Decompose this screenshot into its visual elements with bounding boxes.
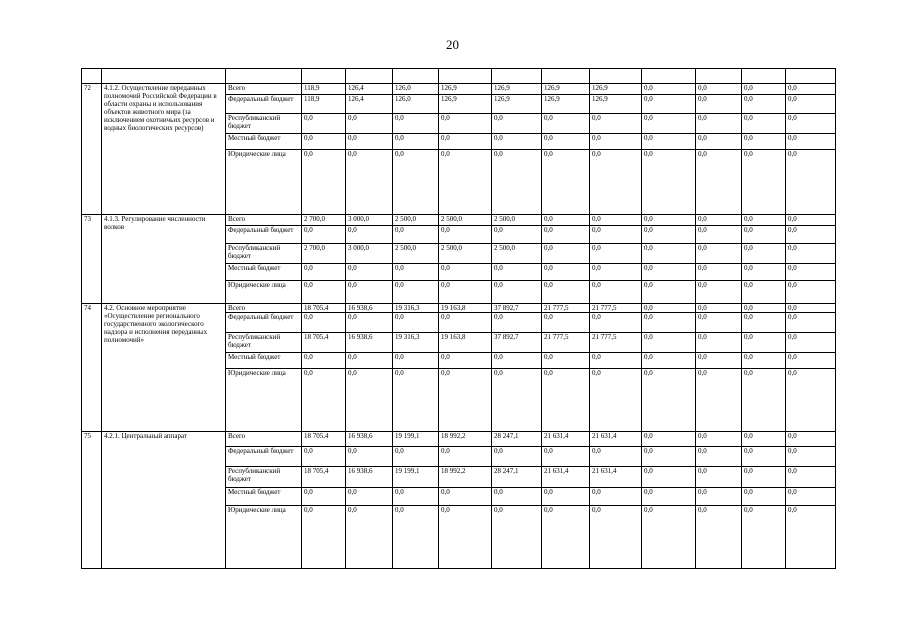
funding-source: Юридические лица bbox=[226, 368, 302, 431]
value-cell: 3 000,0 bbox=[346, 244, 393, 264]
value-cell: 0,0 bbox=[642, 466, 696, 488]
value-cell: 0,0 bbox=[542, 150, 590, 215]
value-cell: 0,0 bbox=[346, 505, 393, 568]
value-cell: 0,0 bbox=[786, 215, 836, 225]
value-cell: 0,0 bbox=[742, 133, 786, 149]
value-cell: 0,0 bbox=[346, 488, 393, 506]
value-cell: 21 777,5 bbox=[542, 332, 590, 353]
funding-source: Юридические лица bbox=[226, 150, 302, 215]
value-cell: 0,0 bbox=[542, 368, 590, 431]
funding-source: Местный бюджет bbox=[226, 488, 302, 506]
value-cell: 0,0 bbox=[492, 263, 542, 281]
value-cell: 0,0 bbox=[439, 353, 492, 368]
value-cell: 0,0 bbox=[542, 263, 590, 281]
value-cell: 0,0 bbox=[439, 447, 492, 467]
budget-table bbox=[81, 68, 836, 569]
value-cell: 0,0 bbox=[542, 244, 590, 264]
value-cell: 16 938,6 bbox=[346, 431, 393, 446]
header-cell bbox=[786, 69, 836, 84]
header-cell bbox=[492, 69, 542, 84]
value-cell: 2 500,0 bbox=[439, 244, 492, 264]
value-cell: 28 247,1 bbox=[492, 431, 542, 446]
value-cell: 0,0 bbox=[492, 114, 542, 134]
value-cell: 126,9 bbox=[492, 84, 542, 94]
funding-source: Юридические лица bbox=[226, 505, 302, 568]
value-cell: 0,0 bbox=[642, 332, 696, 353]
value-cell: 0,0 bbox=[696, 303, 742, 312]
value-cell: 0,0 bbox=[439, 368, 492, 431]
value-cell: 0,0 bbox=[642, 505, 696, 568]
value-cell: 0,0 bbox=[492, 353, 542, 368]
activity-name: 4.2.1. Центральный аппарат bbox=[102, 431, 226, 568]
value-cell: 0,0 bbox=[742, 94, 786, 114]
header-cell bbox=[82, 69, 102, 84]
value-cell: 126,4 bbox=[346, 94, 393, 114]
value-cell: 0,0 bbox=[393, 281, 439, 304]
funding-source: Республиканский бюджет bbox=[226, 244, 302, 264]
value-cell: 0,0 bbox=[590, 488, 642, 506]
value-cell: 0,0 bbox=[590, 353, 642, 368]
value-cell: 0,0 bbox=[742, 353, 786, 368]
value-cell: 0,0 bbox=[786, 466, 836, 488]
value-cell: 0,0 bbox=[786, 313, 836, 333]
value-cell: 0,0 bbox=[302, 368, 346, 431]
value-cell: 0,0 bbox=[642, 431, 696, 446]
value-cell: 19 316,3 bbox=[393, 303, 439, 312]
header-cell bbox=[696, 69, 742, 84]
header-cell bbox=[226, 69, 302, 84]
value-cell: 16 938,6 bbox=[346, 466, 393, 488]
value-cell: 0,0 bbox=[696, 84, 742, 94]
value-cell: 0,0 bbox=[346, 353, 393, 368]
header-cell bbox=[742, 69, 786, 84]
value-cell: 0,0 bbox=[742, 431, 786, 446]
value-cell: 0,0 bbox=[590, 505, 642, 568]
value-cell: 118,9 bbox=[302, 84, 346, 94]
value-cell: 16 938,6 bbox=[346, 332, 393, 353]
value-cell: 0,0 bbox=[696, 281, 742, 304]
value-cell: 0,0 bbox=[302, 114, 346, 134]
value-cell: 18 992,2 bbox=[439, 431, 492, 446]
funding-source: Местный бюджет bbox=[226, 133, 302, 149]
value-cell: 28 247,1 bbox=[492, 466, 542, 488]
value-cell: 0,0 bbox=[590, 368, 642, 431]
value-cell: 0,0 bbox=[346, 263, 393, 281]
value-cell: 0,0 bbox=[590, 225, 642, 244]
value-cell: 0,0 bbox=[590, 263, 642, 281]
value-cell: 0,0 bbox=[696, 313, 742, 333]
value-cell: 19 316,3 bbox=[393, 332, 439, 353]
funding-source: Всего bbox=[226, 431, 302, 446]
value-cell: 0,0 bbox=[786, 353, 836, 368]
value-cell: 0,0 bbox=[642, 215, 696, 225]
value-cell: 18 705,4 bbox=[302, 332, 346, 353]
value-cell: 21 631,4 bbox=[590, 466, 642, 488]
value-cell: 0,0 bbox=[393, 150, 439, 215]
funding-source: Республиканский бюджет bbox=[226, 114, 302, 134]
value-cell: 0,0 bbox=[742, 215, 786, 225]
value-cell: 0,0 bbox=[786, 488, 836, 506]
value-cell: 0,0 bbox=[542, 313, 590, 333]
value-cell: 18 705,4 bbox=[302, 303, 346, 312]
value-cell: 0,0 bbox=[696, 447, 742, 467]
value-cell: 0,0 bbox=[696, 150, 742, 215]
value-cell: 0,0 bbox=[742, 368, 786, 431]
activity-name: 4.1.3. Регулирование численности волков bbox=[102, 215, 226, 304]
value-cell: 0,0 bbox=[786, 332, 836, 353]
value-cell: 0,0 bbox=[642, 313, 696, 333]
value-cell: 0,0 bbox=[786, 133, 836, 149]
value-cell: 0,0 bbox=[742, 114, 786, 134]
value-cell: 16 938,6 bbox=[346, 303, 393, 312]
value-cell: 0,0 bbox=[786, 505, 836, 568]
value-cell: 18 992,2 bbox=[439, 466, 492, 488]
value-cell: 0,0 bbox=[786, 368, 836, 431]
value-cell: 0,0 bbox=[642, 263, 696, 281]
value-cell: 0,0 bbox=[742, 332, 786, 353]
value-cell: 0,0 bbox=[696, 244, 742, 264]
header-cell bbox=[439, 69, 492, 84]
value-cell: 19 163,8 bbox=[439, 332, 492, 353]
header-cell bbox=[590, 69, 642, 84]
value-cell: 2 500,0 bbox=[439, 215, 492, 225]
value-cell: 0,0 bbox=[786, 244, 836, 264]
value-cell: 0,0 bbox=[492, 488, 542, 506]
value-cell: 0,0 bbox=[786, 431, 836, 446]
value-cell: 0,0 bbox=[642, 150, 696, 215]
value-cell: 0,0 bbox=[302, 133, 346, 149]
value-cell: 0,0 bbox=[393, 353, 439, 368]
value-cell: 126,9 bbox=[439, 84, 492, 94]
value-cell: 0,0 bbox=[542, 488, 590, 506]
value-cell: 0,0 bbox=[302, 150, 346, 215]
table-row bbox=[82, 84, 836, 94]
value-cell: 0,0 bbox=[696, 353, 742, 368]
value-cell: 0,0 bbox=[542, 447, 590, 467]
value-cell: 0,0 bbox=[590, 133, 642, 149]
value-cell: 0,0 bbox=[590, 313, 642, 333]
value-cell: 0,0 bbox=[439, 263, 492, 281]
value-cell: 0,0 bbox=[642, 353, 696, 368]
value-cell: 0,0 bbox=[642, 94, 696, 114]
value-cell: 126,9 bbox=[542, 84, 590, 94]
value-cell: 0,0 bbox=[439, 488, 492, 506]
value-cell: 0,0 bbox=[786, 94, 836, 114]
value-cell: 0,0 bbox=[302, 505, 346, 568]
value-cell: 0,0 bbox=[302, 353, 346, 368]
funding-source: Республиканский бюджет bbox=[226, 332, 302, 353]
value-cell: 0,0 bbox=[346, 313, 393, 333]
value-cell: 0,0 bbox=[642, 281, 696, 304]
funding-source: Республиканский бюджет bbox=[226, 466, 302, 488]
value-cell: 0,0 bbox=[642, 447, 696, 467]
value-cell: 126,0 bbox=[393, 94, 439, 114]
value-cell: 37 892,7 bbox=[492, 303, 542, 312]
value-cell: 0,0 bbox=[786, 150, 836, 215]
value-cell: 0,0 bbox=[696, 225, 742, 244]
value-cell: 0,0 bbox=[393, 313, 439, 333]
value-cell: 0,0 bbox=[786, 281, 836, 304]
value-cell: 0,0 bbox=[439, 505, 492, 568]
value-cell: 126,9 bbox=[542, 94, 590, 114]
value-cell: 0,0 bbox=[696, 505, 742, 568]
value-cell: 0,0 bbox=[542, 215, 590, 225]
value-cell: 0,0 bbox=[696, 114, 742, 134]
value-cell: 0,0 bbox=[393, 447, 439, 467]
funding-source: Федеральный бюджет bbox=[226, 94, 302, 114]
header-cell bbox=[542, 69, 590, 84]
value-cell: 2 500,0 bbox=[492, 244, 542, 264]
value-cell: 0,0 bbox=[642, 225, 696, 244]
value-cell: 2 500,0 bbox=[492, 215, 542, 225]
value-cell: 0,0 bbox=[642, 488, 696, 506]
value-cell: 0,0 bbox=[346, 447, 393, 467]
row-number: 74 bbox=[82, 303, 102, 431]
funding-source: Федеральный бюджет bbox=[226, 447, 302, 467]
value-cell: 0,0 bbox=[742, 303, 786, 312]
value-cell: 19 199,1 bbox=[393, 431, 439, 446]
value-cell: 0,0 bbox=[590, 244, 642, 264]
value-cell: 0,0 bbox=[742, 281, 786, 304]
value-cell: 0,0 bbox=[346, 368, 393, 431]
value-cell: 0,0 bbox=[393, 225, 439, 244]
value-cell: 126,9 bbox=[590, 84, 642, 94]
value-cell: 126,9 bbox=[439, 94, 492, 114]
page-number: 20 bbox=[446, 37, 459, 52]
value-cell: 21 631,4 bbox=[542, 431, 590, 446]
funding-source: Всего bbox=[226, 303, 302, 312]
value-cell: 0,0 bbox=[590, 281, 642, 304]
value-cell: 0,0 bbox=[492, 368, 542, 431]
value-cell: 0,0 bbox=[590, 215, 642, 225]
value-cell: 126,9 bbox=[590, 94, 642, 114]
value-cell: 0,0 bbox=[742, 313, 786, 333]
value-cell: 2 500,0 bbox=[393, 244, 439, 264]
value-cell: 0,0 bbox=[542, 225, 590, 244]
value-cell: 2 700,0 bbox=[302, 215, 346, 225]
value-cell: 2 700,0 bbox=[302, 244, 346, 264]
value-cell: 0,0 bbox=[492, 133, 542, 149]
value-cell: 0,0 bbox=[742, 447, 786, 467]
value-cell: 0,0 bbox=[642, 114, 696, 134]
value-cell: 21 777,5 bbox=[590, 332, 642, 353]
value-cell: 0,0 bbox=[346, 114, 393, 134]
value-cell: 0,0 bbox=[492, 447, 542, 467]
value-cell: 0,0 bbox=[302, 447, 346, 467]
value-cell: 18 705,4 bbox=[302, 466, 346, 488]
value-cell: 0,0 bbox=[786, 303, 836, 312]
value-cell: 0,0 bbox=[786, 225, 836, 244]
value-cell: 118,9 bbox=[302, 94, 346, 114]
value-cell: 0,0 bbox=[590, 447, 642, 467]
value-cell: 0,0 bbox=[542, 281, 590, 304]
value-cell: 0,0 bbox=[439, 313, 492, 333]
header-row bbox=[82, 69, 836, 84]
value-cell: 0,0 bbox=[742, 150, 786, 215]
value-cell: 0,0 bbox=[642, 244, 696, 264]
value-cell: 0,0 bbox=[742, 263, 786, 281]
value-cell: 0,0 bbox=[590, 114, 642, 134]
funding-source: Юридические лица bbox=[226, 281, 302, 304]
value-cell: 0,0 bbox=[393, 488, 439, 506]
row-number: 72 bbox=[82, 84, 102, 215]
activity-name: 4.1.2. Осуществление переданных полномочий Российской Федерации в области охраны и использования объектов животного мира (за исключением охотничьих ресурсов и водных биологических ресурсов) bbox=[102, 84, 226, 215]
value-cell: 0,0 bbox=[393, 133, 439, 149]
value-cell: 0,0 bbox=[786, 114, 836, 134]
value-cell: 21 631,4 bbox=[590, 431, 642, 446]
value-cell: 126,4 bbox=[346, 84, 393, 94]
value-cell: 0,0 bbox=[302, 225, 346, 244]
value-cell: 0,0 bbox=[393, 368, 439, 431]
value-cell: 0,0 bbox=[742, 488, 786, 506]
value-cell: 0,0 bbox=[439, 114, 492, 134]
value-cell: 0,0 bbox=[642, 133, 696, 149]
header-cell bbox=[393, 69, 439, 84]
value-cell: 0,0 bbox=[590, 150, 642, 215]
value-cell: 0,0 bbox=[492, 150, 542, 215]
value-cell: 0,0 bbox=[786, 447, 836, 467]
value-cell: 0,0 bbox=[786, 84, 836, 94]
value-cell: 0,0 bbox=[346, 281, 393, 304]
value-cell: 0,0 bbox=[302, 313, 346, 333]
funding-source: Федеральный бюджет bbox=[226, 313, 302, 333]
value-cell: 18 705,4 bbox=[302, 431, 346, 446]
value-cell: 0,0 bbox=[302, 488, 346, 506]
value-cell: 21 631,4 bbox=[542, 466, 590, 488]
value-cell: 0,0 bbox=[742, 84, 786, 94]
value-cell: 0,0 bbox=[346, 150, 393, 215]
row-number: 75 bbox=[82, 431, 102, 568]
value-cell: 0,0 bbox=[542, 505, 590, 568]
activity-name: 4.2. Основное мероприятие «Осуществление регионального государственного экологического надзора и исполнения переданных полномочий» bbox=[102, 303, 226, 431]
value-cell: 0,0 bbox=[696, 133, 742, 149]
funding-source: Федеральный бюджет bbox=[226, 225, 302, 244]
table-row bbox=[82, 215, 836, 225]
value-cell: 0,0 bbox=[439, 133, 492, 149]
value-cell: 0,0 bbox=[439, 225, 492, 244]
funding-source: Местный бюджет bbox=[226, 353, 302, 368]
value-cell: 0,0 bbox=[786, 263, 836, 281]
value-cell: 0,0 bbox=[492, 505, 542, 568]
value-cell: 0,0 bbox=[696, 94, 742, 114]
value-cell: 0,0 bbox=[696, 488, 742, 506]
value-cell: 2 500,0 bbox=[393, 215, 439, 225]
value-cell: 0,0 bbox=[696, 263, 742, 281]
budget-table-body bbox=[82, 69, 836, 569]
value-cell: 0,0 bbox=[696, 431, 742, 446]
value-cell: 0,0 bbox=[346, 133, 393, 149]
value-cell: 0,0 bbox=[742, 505, 786, 568]
value-cell: 0,0 bbox=[696, 332, 742, 353]
value-cell: 0,0 bbox=[696, 368, 742, 431]
value-cell: 0,0 bbox=[542, 353, 590, 368]
value-cell: 0,0 bbox=[742, 466, 786, 488]
value-cell: 37 892,7 bbox=[492, 332, 542, 353]
funding-source: Всего bbox=[226, 215, 302, 225]
value-cell: 21 777,5 bbox=[542, 303, 590, 312]
value-cell: 0,0 bbox=[542, 114, 590, 134]
header-cell bbox=[642, 69, 696, 84]
value-cell: 0,0 bbox=[492, 313, 542, 333]
header-cell bbox=[346, 69, 393, 84]
value-cell: 0,0 bbox=[393, 114, 439, 134]
value-cell: 0,0 bbox=[742, 225, 786, 244]
value-cell: 0,0 bbox=[302, 263, 346, 281]
value-cell: 0,0 bbox=[439, 150, 492, 215]
value-cell: 0,0 bbox=[696, 466, 742, 488]
value-cell: 21 777,5 bbox=[590, 303, 642, 312]
value-cell: 0,0 bbox=[346, 225, 393, 244]
value-cell: 0,0 bbox=[642, 368, 696, 431]
value-cell: 0,0 bbox=[492, 281, 542, 304]
funding-source: Местный бюджет bbox=[226, 263, 302, 281]
value-cell: 0,0 bbox=[439, 281, 492, 304]
value-cell: 126,0 bbox=[393, 84, 439, 94]
value-cell: 0,0 bbox=[742, 244, 786, 264]
value-cell: 0,0 bbox=[302, 281, 346, 304]
value-cell: 19 163,8 bbox=[439, 303, 492, 312]
value-cell: 0,0 bbox=[492, 225, 542, 244]
value-cell: 126,9 bbox=[492, 94, 542, 114]
value-cell: 0,0 bbox=[542, 133, 590, 149]
table-row bbox=[82, 303, 836, 312]
value-cell: 0,0 bbox=[393, 263, 439, 281]
value-cell: 3 000,0 bbox=[346, 215, 393, 225]
header-cell bbox=[102, 69, 226, 84]
funding-source: Всего bbox=[226, 84, 302, 94]
header-cell bbox=[302, 69, 346, 84]
value-cell: 19 199,1 bbox=[393, 466, 439, 488]
value-cell: 0,0 bbox=[642, 84, 696, 94]
row-number: 73 bbox=[82, 215, 102, 304]
value-cell: 0,0 bbox=[642, 303, 696, 312]
table-row bbox=[82, 431, 836, 446]
value-cell: 0,0 bbox=[393, 505, 439, 568]
value-cell: 0,0 bbox=[696, 215, 742, 225]
